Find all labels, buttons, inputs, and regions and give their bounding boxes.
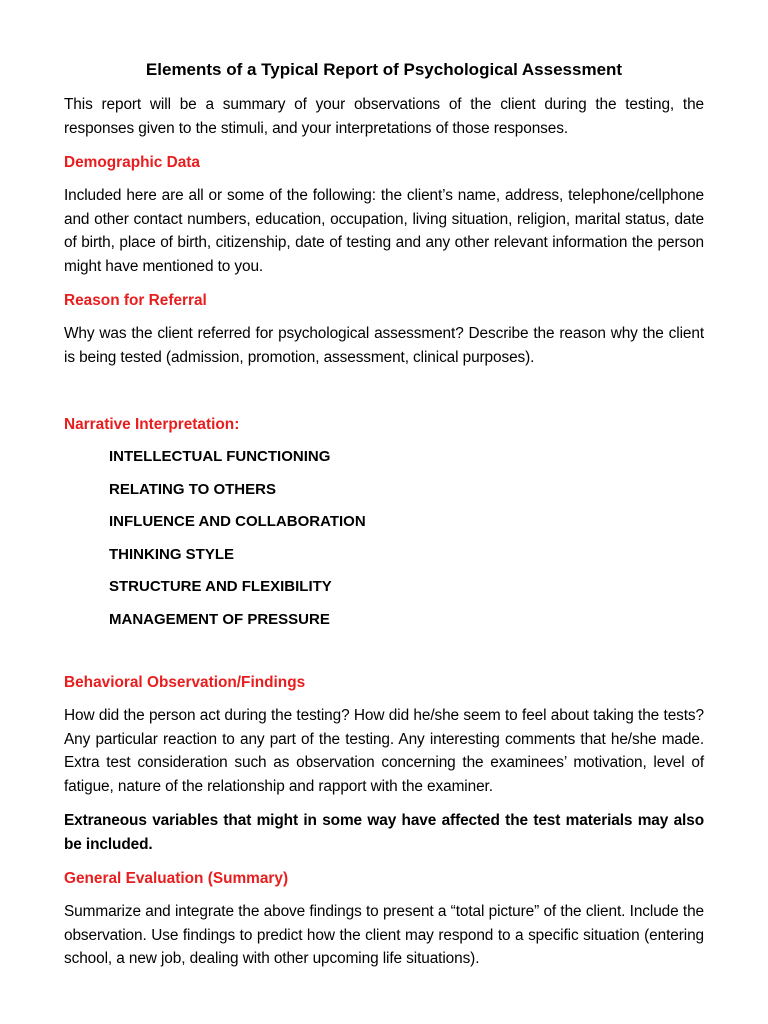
behavioral-heading: Behavioral Observation/Findings xyxy=(64,674,306,691)
document-title: Elements of a Typical Report of Psychological Assessment xyxy=(145,60,623,79)
behavioral-paragraph: How did the person act during the testing? How did he/she seem to feel about taking the tests? Any particular reaction to any part of the testing. Any interesting comments that he/she made. Extra test consideration such as observation concerning the examinees’ motivation, level of fatigue, nature of the relationship and rapport with the examiner. xyxy=(64,707,704,795)
document-page xyxy=(64,58,704,971)
list-item: INFLUENCE AND COLLABORATION xyxy=(109,513,366,530)
list-item: THINKING STYLE xyxy=(109,545,235,563)
narrative-heading: Narrative Interpretation: xyxy=(64,416,240,433)
list-item: RELATING TO OTHERS xyxy=(109,480,276,498)
extraneous-note: Extraneous variables that might in some way have affected the test materials may also be included. xyxy=(64,812,704,853)
demographic-paragraph: Included here are all or some of the following: the client’s name, address, telephone/cellphone and other contact numbers, education, occupation, living situation, religion, marital status, date of birth, place of birth, citizenship, date of testing and any other relevant information the person might have mentioned to you. xyxy=(64,187,704,275)
list-item: STRUCTURE AND FLEXIBILITY xyxy=(109,578,332,595)
list-item: MANAGEMENT OF PRESSURE xyxy=(109,610,330,628)
evaluation-paragraph: Summarize and integrate the above findings to present a “total picture” of the client. Include the observation. Use findings to predict how the client may respond to a specific situation (entering school, a new job, dealing with other upcoming life situations). xyxy=(64,903,704,967)
list-item: INTELLECTUAL FUNCTIONING xyxy=(109,448,331,465)
narrative-list xyxy=(64,446,704,631)
intro-paragraph: This report will be a summary of your observations of the client during the testing, the responses given to the stimuli, and your interpretations of those responses. xyxy=(64,96,704,137)
demographic-heading: Demographic Data xyxy=(64,154,200,171)
referral-heading: Reason for Referral xyxy=(64,292,207,309)
evaluation-heading: General Evaluation (Summary) xyxy=(64,870,289,887)
referral-paragraph: Why was the client referred for psychological assessment? Describe the reason why the client is being tested (admission, promotion, assessment, clinical purposes). xyxy=(64,325,704,366)
